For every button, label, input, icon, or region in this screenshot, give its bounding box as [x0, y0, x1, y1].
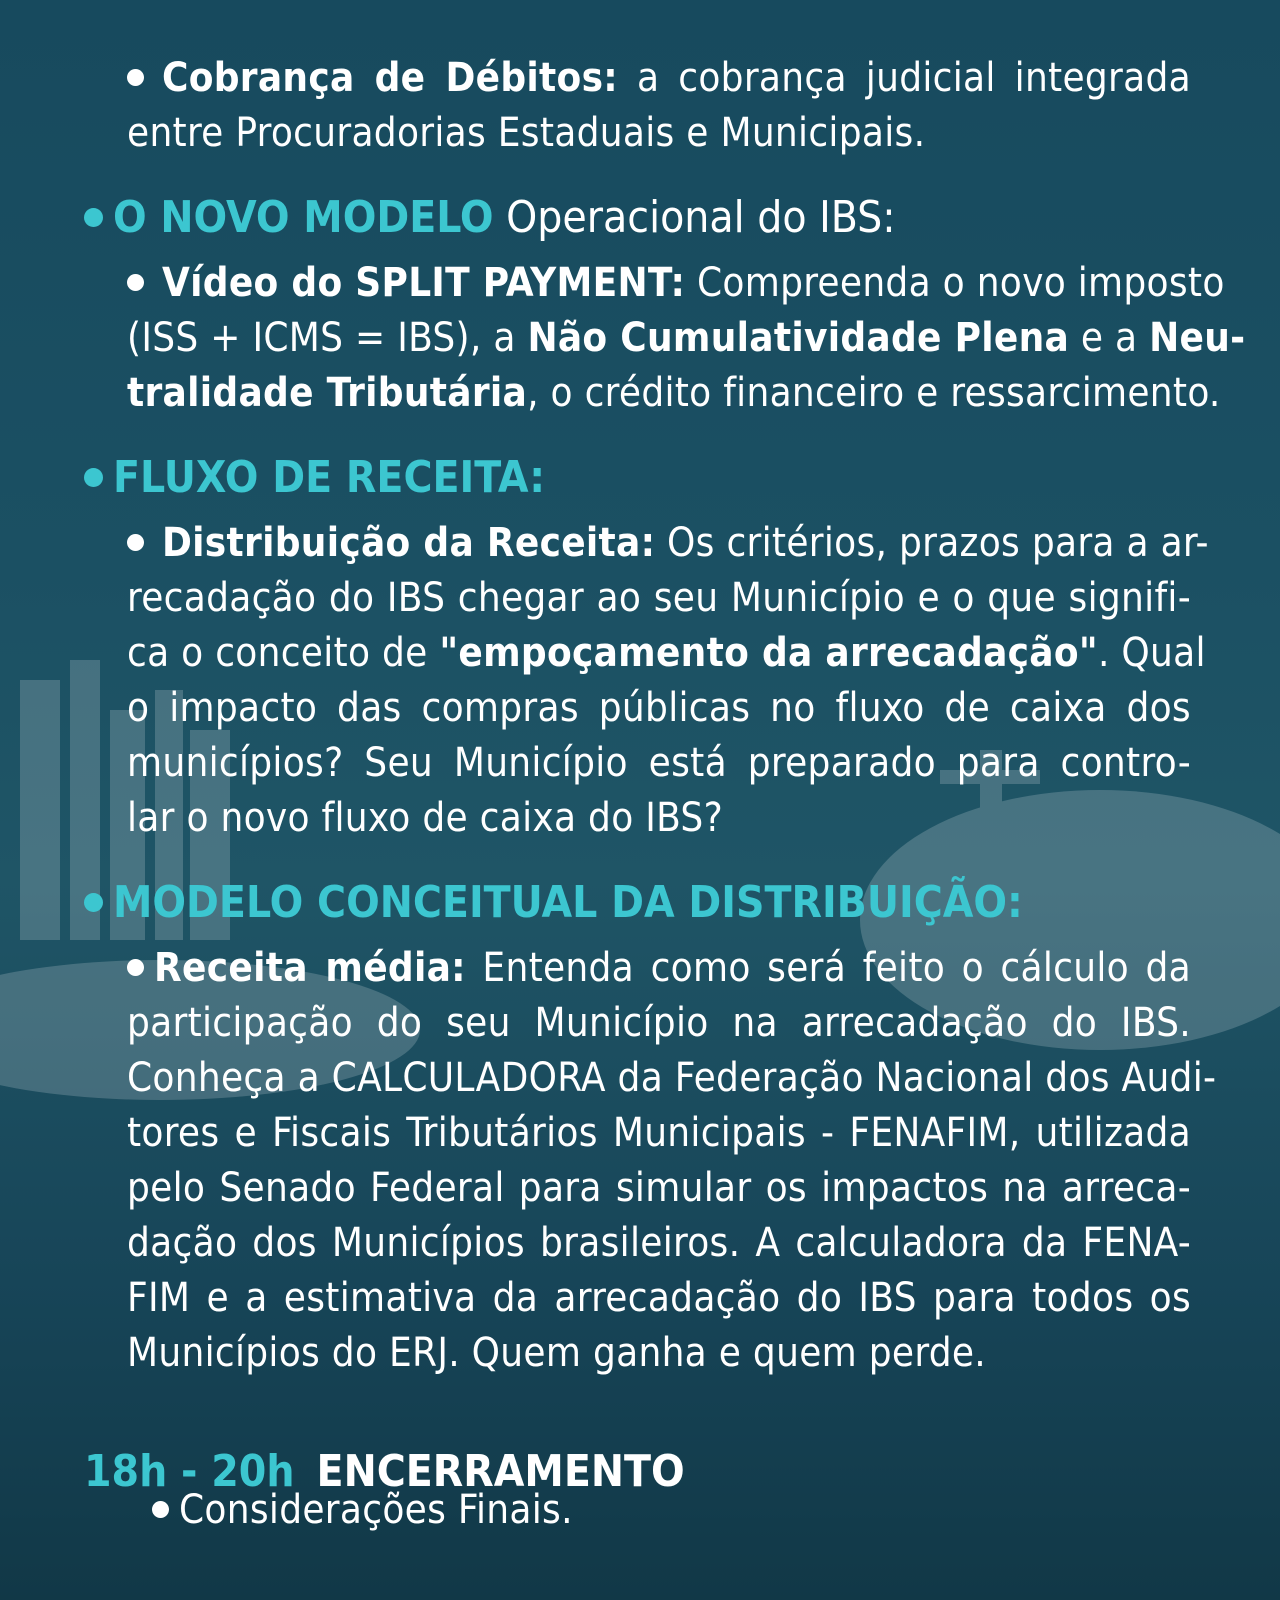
- receita-media-line-5: pelo Senado Federal para simular os impactos na arreca-: [127, 1165, 1191, 1211]
- bold-segment: tralidade Tributária: [127, 370, 528, 416]
- split-payment-title: Vídeo do SPLIT PAYMENT:: [162, 260, 686, 306]
- distribuicao-line-2: recadação do IBS chegar ao seu Município e o que signifi-: [127, 575, 1191, 621]
- bullet-icon: [127, 959, 144, 976]
- section-bullet-icon: [84, 893, 103, 912]
- distribuicao-line-3: [127, 625, 1206, 681]
- text-segment: (ISS + ICMS = IBS), a: [127, 315, 528, 361]
- section-heading-text: FLUXO DE RECEITA:: [113, 452, 546, 503]
- distribuicao-line-6: lar o novo fluxo de caixa do IBS?: [127, 795, 723, 841]
- closing-item-text: Considerações Finais.: [179, 1487, 573, 1533]
- section-highlight: O NOVO MODELO: [113, 192, 494, 243]
- cobranca-text: a cobrança judicial integrada: [618, 55, 1191, 101]
- receita-media-line-1: [127, 940, 1191, 996]
- bullet-icon: [127, 534, 144, 551]
- text-segment: e a: [1069, 315, 1150, 361]
- text-segment: Os critérios, prazos para a ar-: [655, 520, 1209, 566]
- closing-item: [152, 1482, 573, 1538]
- receita-media-line-3: Conheça a CALCULADORA da Federação Nacional dos Audi-: [127, 1055, 1217, 1101]
- split-payment-text: Compreenda o novo imposto: [685, 260, 1225, 306]
- closing-time: 18h - 20h: [84, 1446, 295, 1497]
- bullet-icon: [152, 1501, 169, 1518]
- section-bullet-icon: [84, 208, 103, 227]
- cobranca-item-line-2: entre Procuradorias Estaduais e Municipais.: [127, 110, 926, 156]
- section-heading-novo-modelo: [84, 188, 896, 248]
- bold-segment: Não Cumulatividade Plena: [527, 315, 1070, 361]
- split-payment-line-1: [127, 255, 1225, 311]
- distribuicao-line-1: [127, 515, 1209, 571]
- text-segment: . Qual: [1097, 630, 1206, 676]
- section-heading-text: MODELO CONCEITUAL DA DISTRIBUIÇÃO:: [113, 877, 1023, 928]
- receita-media-title: Receita média:: [154, 945, 466, 991]
- text-segment: , o crédito financeiro e ressarcimento.: [527, 370, 1221, 416]
- receita-media-line-8: Municípios do ERJ. Quem ganha e quem perde.: [127, 1330, 987, 1376]
- text-segment: ca o conceito de: [127, 630, 440, 676]
- receita-media-line-7: FIM e a estimativa da arrecadação do IBS para todos os: [127, 1275, 1191, 1321]
- cobranca-item-line-1: [127, 50, 1191, 106]
- distribuicao-title: Distribuição da Receita:: [162, 520, 656, 566]
- cobranca-title: Cobrança de Débitos:: [162, 55, 618, 101]
- bold-segment: "empoçamento da arrecadação": [439, 630, 1098, 676]
- receita-media-line-6: dação dos Municípios brasileiros. A calculadora da FENA-: [127, 1220, 1191, 1266]
- distribuicao-line-4: o impacto das compras públicas no fluxo de caixa dos: [127, 685, 1191, 731]
- receita-media-line-4: tores e Fiscais Tributários Municipais - FENAFIM, utilizada: [127, 1110, 1191, 1156]
- distribuicao-line-5: municípios? Seu Município está preparado para contro-: [127, 740, 1191, 786]
- bullet-icon: [127, 274, 144, 291]
- bold-segment: Neu-: [1149, 315, 1246, 361]
- section-bullet-icon: [84, 468, 103, 487]
- section-heading-fluxo-receita: [84, 448, 545, 508]
- text-segment: Entenda como será feito o cálculo da: [465, 945, 1191, 991]
- split-payment-line-2: [127, 310, 1246, 366]
- section-heading-modelo-conceitual: [84, 873, 1023, 933]
- closing-label: ENCERRAMENTO: [316, 1446, 685, 1497]
- section-heading-rest: Operacional do IBS:: [493, 192, 896, 243]
- receita-media-line-2: participação do seu Município na arrecadação do IBS.: [127, 1000, 1191, 1046]
- split-payment-line-3: [127, 365, 1221, 421]
- bullet-icon: [127, 69, 144, 86]
